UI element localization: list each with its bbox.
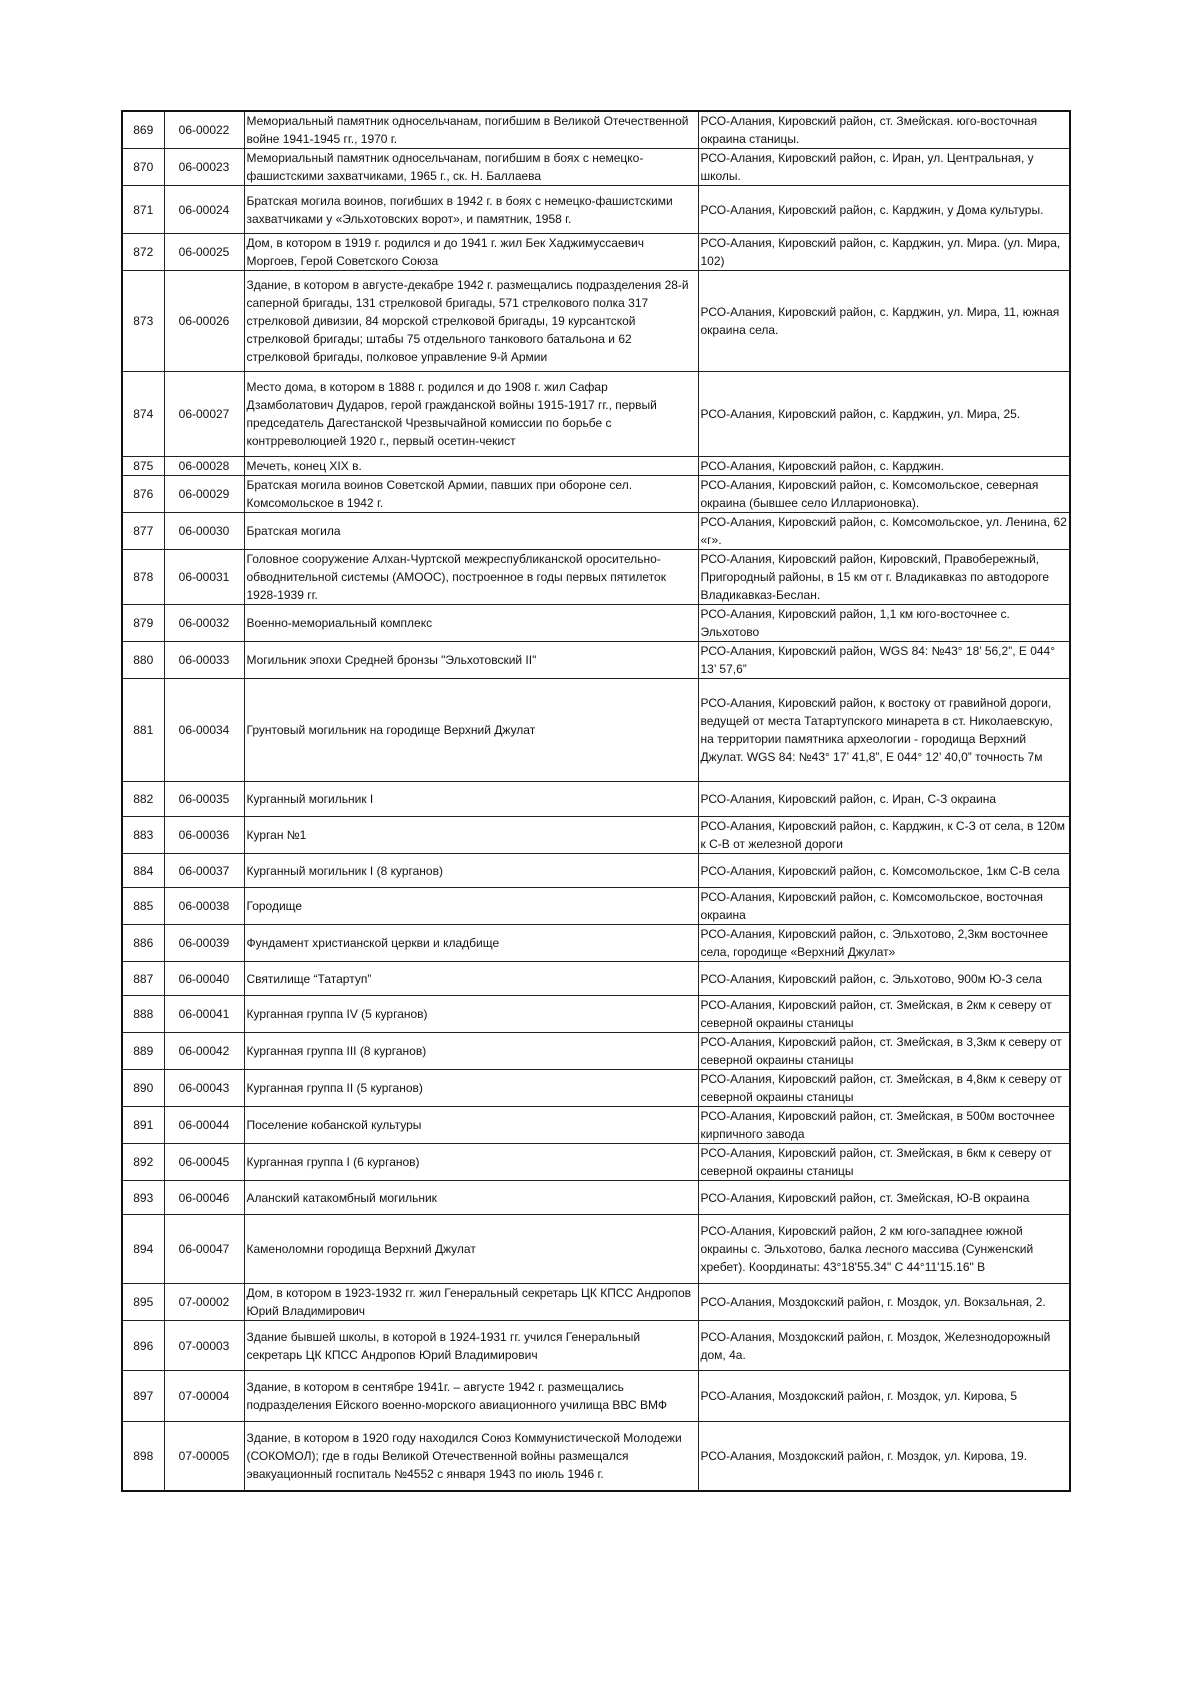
- table-row: [122, 962, 1070, 996]
- registry-table-body: [122, 111, 1070, 1491]
- object-location: РСО-Алания, Кировский район, 1,1 км юго-восточнее с. Эльхотово: [698, 605, 1070, 642]
- object-name: Курганная группа I (6 курганов): [244, 1144, 698, 1181]
- object-name: Святилище “Татартуп”: [244, 962, 698, 996]
- registry-code: 06-00039: [164, 925, 244, 962]
- object-location: РСО-Алания, Кировский район, с. Карджин, у Дома культуры.: [698, 186, 1070, 234]
- row-number: 895: [122, 1284, 164, 1321]
- object-name: Курганная группа II (5 курганов): [244, 1070, 698, 1107]
- row-number: 871: [122, 186, 164, 234]
- table-row: [122, 1033, 1070, 1070]
- table-row: [122, 854, 1070, 888]
- registry-code: 06-00028: [164, 457, 244, 476]
- object-location: РСО-Алания, Кировский район, с. Иран, С-З окраина: [698, 782, 1070, 817]
- row-number: 881: [122, 679, 164, 782]
- object-name: Мечеть, конец XIX в.: [244, 457, 698, 476]
- table-row: [122, 550, 1070, 605]
- table-row: [122, 186, 1070, 234]
- object-name: Курганная группа IV (5 курганов): [244, 996, 698, 1033]
- object-location: РСО-Алания, Кировский район, ст. Змейская, в 2км к северу от северной окраины станицы: [698, 996, 1070, 1033]
- table-row: [122, 642, 1070, 679]
- registry-code: 06-00047: [164, 1215, 244, 1284]
- object-name: Дом, в котором в 1923-1932 гг. жил Генеральный секретарь ЦК КПСС Андропов Юрий Владимирович: [244, 1284, 698, 1321]
- object-location: РСО-Алания, Кировский район, с. Карджин, ул. Мира, 11, южная окраина села.: [698, 271, 1070, 372]
- registry-code: 06-00040: [164, 962, 244, 996]
- object-name: Братская могила воинов, погибших в 1942 г. в боях с немецко-фашистскими захватчиками у «Эльхотовских ворот», и памятник, 1958 г.: [244, 186, 698, 234]
- table-row: [122, 1371, 1070, 1422]
- table-row: [122, 1215, 1070, 1284]
- object-name: Курганный могильник I (8 курганов): [244, 854, 698, 888]
- object-name: Здание, в котором в сентябре 1941г. – августе 1942 г. размещались подразделения Ейского военно-морского авиационного училища ВВС ВМФ: [244, 1371, 698, 1422]
- row-number: 872: [122, 234, 164, 271]
- registry-code: 06-00036: [164, 817, 244, 854]
- row-number: 874: [122, 372, 164, 457]
- object-name: Мемориальный памятник односельчанам, погибшим в боях с немецко-фашистскими захватчиками, 1965 г., ск. Н. Баллаева: [244, 149, 698, 186]
- row-number: 885: [122, 888, 164, 925]
- object-name: Грунтовый могильник на городище Верхний Джулат: [244, 679, 698, 782]
- object-location: РСО-Алания, Кировский район, с. Карджин, к С-З от села, в 120м к С-В от железной дороги: [698, 817, 1070, 854]
- object-location: РСО-Алания, Кировский район, с. Эльхотово, 2,3км восточнее села, городище «Верхний Джулат»: [698, 925, 1070, 962]
- table-row: [122, 513, 1070, 550]
- row-number: 882: [122, 782, 164, 817]
- row-number: 890: [122, 1070, 164, 1107]
- registry-code: 06-00035: [164, 782, 244, 817]
- registry-code: 06-00034: [164, 679, 244, 782]
- table-row: [122, 1070, 1070, 1107]
- table-row: [122, 476, 1070, 513]
- registry-code: 06-00038: [164, 888, 244, 925]
- object-name: Военно-мемориальный комплекс: [244, 605, 698, 642]
- table-row: [122, 372, 1070, 457]
- row-number: 898: [122, 1422, 164, 1491]
- registry-code: 06-00022: [164, 111, 244, 149]
- registry-code: 06-00023: [164, 149, 244, 186]
- object-name: Фундамент христианской церкви и кладбище: [244, 925, 698, 962]
- object-location: РСО-Алания, Кировский район, с. Карджин, ул. Мира, 25.: [698, 372, 1070, 457]
- registry-code: 06-00029: [164, 476, 244, 513]
- registry-code: 07-00003: [164, 1321, 244, 1371]
- row-number: 889: [122, 1033, 164, 1070]
- object-location: РСО-Алания, Кировский район, с. Карджин, ул. Мира. (ул. Мира, 102): [698, 234, 1070, 271]
- registry-code: 06-00044: [164, 1107, 244, 1144]
- object-name: Курганная группа III (8 курганов): [244, 1033, 698, 1070]
- object-location: РСО-Алания, Кировский район, с. Комсомольское, ул. Ленина, 62 «г».: [698, 513, 1070, 550]
- row-number: 888: [122, 996, 164, 1033]
- object-name: Здание, в котором в августе-декабре 1942 г. размещались подразделения 28-й саперной бригады, 131 стрелковой бригады, 571 стрелкового полка 317 стрелковой дивизии, 84 морской стрелковой бригады, 19 курсантской стрелковой бригады; штабы 75 отдельного танкового батальона и 62 стрелковой бригады, полковое управление 9-й Армии: [244, 271, 698, 372]
- table-row: [122, 1422, 1070, 1491]
- registry-code: 06-00027: [164, 372, 244, 457]
- object-name: Курган №1: [244, 817, 698, 854]
- row-number: 896: [122, 1321, 164, 1371]
- row-number: 870: [122, 149, 164, 186]
- table-row: [122, 111, 1070, 149]
- table-row: [122, 457, 1070, 476]
- table-row: [122, 817, 1070, 854]
- registry-code: 06-00024: [164, 186, 244, 234]
- row-number: 894: [122, 1215, 164, 1284]
- object-location: РСО-Алания, Кировский район, с. Иран, ул. Центральная, у школы.: [698, 149, 1070, 186]
- row-number: 887: [122, 962, 164, 996]
- object-location: РСО-Алания, Моздокский район, г. Моздок, ул. Кирова, 19.: [698, 1422, 1070, 1491]
- object-name: Поселение кобанской культуры: [244, 1107, 698, 1144]
- object-location: РСО-Алания, Кировский район, к востоку от гравийной дороги, ведущей от места Татартупского минарета в ст. Николаевскую, на территории памятника археологии - городища Верхний Джулат. WGS 84: №43° 17’ 41,8”, Е 044° 12’ 40,0” точность 7м: [698, 679, 1070, 782]
- object-name: Здание бывшей школы, в которой в 1924-1931 гг. учился Генеральный секретарь ЦК КПСС Андропов Юрий Владимирович: [244, 1321, 698, 1371]
- row-number: 878: [122, 550, 164, 605]
- object-location: РСО-Алания, Кировский район, ст. Змейская, в 4,8км к северу от северной окраины станицы: [698, 1070, 1070, 1107]
- table-row: [122, 996, 1070, 1033]
- row-number: 893: [122, 1181, 164, 1215]
- object-name: Братская могила: [244, 513, 698, 550]
- registry-code: 06-00041: [164, 996, 244, 1033]
- object-location: РСО-Алания, Кировский район, ст. Змейская. юго-восточная окраина станицы.: [698, 111, 1070, 149]
- row-number: 873: [122, 271, 164, 372]
- object-location: РСО-Алания, Кировский район, ст. Змейская, в 500м восточнее кирпичного завода: [698, 1107, 1070, 1144]
- table-row: [122, 888, 1070, 925]
- registry-code: 06-00026: [164, 271, 244, 372]
- object-location: РСО-Алания, Кировский район, ст. Змейская, в 3,3км к северу от северной окраины станицы: [698, 1033, 1070, 1070]
- row-number: 892: [122, 1144, 164, 1181]
- object-name: Курганный могильник I: [244, 782, 698, 817]
- registry-code: 07-00005: [164, 1422, 244, 1491]
- heritage-registry-table: [121, 110, 1071, 1492]
- row-number: 876: [122, 476, 164, 513]
- table-row: [122, 925, 1070, 962]
- object-location: РСО-Алания, Моздокский район, г. Моздок, ул. Вокзальная, 2.: [698, 1284, 1070, 1321]
- object-location: РСО-Алания, Моздокский район, г. Моздок, ул. Кирова, 5: [698, 1371, 1070, 1422]
- table-row: [122, 271, 1070, 372]
- object-name: Место дома, в котором в 1888 г. родился и до 1908 г. жил Сафар Дзамболатович Дударов, герой гражданской войны 1915-1917 гг., первый председатель Дагестанской Чрезвычайной комиссии по борьбе с контрреволюцией 1920 г., первый осетин-чекист: [244, 372, 698, 457]
- row-number: 884: [122, 854, 164, 888]
- table-row: [122, 1181, 1070, 1215]
- row-number: 886: [122, 925, 164, 962]
- row-number: 875: [122, 457, 164, 476]
- registry-code: 06-00043: [164, 1070, 244, 1107]
- registry-code: 06-00030: [164, 513, 244, 550]
- registry-code: 06-00033: [164, 642, 244, 679]
- object-name: Каменоломни городища Верхний Джулат: [244, 1215, 698, 1284]
- object-location: РСО-Алания, Кировский район, ст. Змейская, в 6км к северу от северной окраины станицы: [698, 1144, 1070, 1181]
- table-row: [122, 1144, 1070, 1181]
- object-name: Здание, в котором в 1920 году находился Союз Коммунистической Молодежи (СОКОМОЛ); где в годы Великой Отечественной войны размещался эвакуационный госпиталь №4552 с января 1943 по июль 1946 г.: [244, 1422, 698, 1491]
- row-number: 883: [122, 817, 164, 854]
- table-row: [122, 1321, 1070, 1371]
- registry-code: 06-00032: [164, 605, 244, 642]
- table-row: [122, 149, 1070, 186]
- object-name: Головное сооружение Алхан-Чуртской межреспубликанской оросительно-обводнительной системы (АМООС), построенное в годы первых пятилеток 1928-1939 гг.: [244, 550, 698, 605]
- object-location: РСО-Алания, Кировский район, с. Эльхотово, 900м Ю-З села: [698, 962, 1070, 996]
- object-location: РСО-Алания, Кировский район, WGS 84: №43° 18’ 56,2”, Е 044° 13’ 57,6”: [698, 642, 1070, 679]
- row-number: 897: [122, 1371, 164, 1422]
- object-name: Братская могила воинов Советской Армии, павших при обороне сел. Комсомольское в 1942 г.: [244, 476, 698, 513]
- object-location: РСО-Алания, Кировский район, 2 км юго-западнее южной окраины с. Эльхотово, балка лесного массива (Сунженский хребет). Координаты: 43°18'55.34" С 44°11'15.16" В: [698, 1215, 1070, 1284]
- object-name: Мемориальный памятник односельчанам, погибшим в Великой Отечественной войне 1941-1945 гг., 1970 г.: [244, 111, 698, 149]
- registry-code: 06-00037: [164, 854, 244, 888]
- object-location: РСО-Алания, Кировский район, с. Комсомольское, восточная окраина: [698, 888, 1070, 925]
- row-number: 891: [122, 1107, 164, 1144]
- table-row: [122, 1284, 1070, 1321]
- object-location: РСО-Алания, Моздокский район, г. Моздок, Железнодорожный дом, 4а.: [698, 1321, 1070, 1371]
- row-number: 879: [122, 605, 164, 642]
- object-location: РСО-Алания, Кировский район, ст. Змейская, Ю-В окраина: [698, 1181, 1070, 1215]
- registry-code: 06-00045: [164, 1144, 244, 1181]
- registry-code: 06-00042: [164, 1033, 244, 1070]
- registry-code: 06-00025: [164, 234, 244, 271]
- object-name: Дом, в котором в 1919 г. родился и до 1941 г. жил Бек Хаджимуссаевич Моргоев, Герой Советского Союза: [244, 234, 698, 271]
- table-row: [122, 782, 1070, 817]
- registry-code: 06-00031: [164, 550, 244, 605]
- row-number: 869: [122, 111, 164, 149]
- object-location: РСО-Алания, Кировский район, с. Карджин.: [698, 457, 1070, 476]
- table-row: [122, 1107, 1070, 1144]
- object-name: Городище: [244, 888, 698, 925]
- table-row: [122, 234, 1070, 271]
- registry-code: 07-00002: [164, 1284, 244, 1321]
- object-name: Могильник эпохи Средней бронзы "Эльхотовский II": [244, 642, 698, 679]
- object-location: РСО-Алания, Кировский район, Кировский, Правобережный, Пригородный районы, в 15 км от г. Владикавказ по автодороге Владикавказ-Беслан.: [698, 550, 1070, 605]
- row-number: 877: [122, 513, 164, 550]
- registry-code: 07-00004: [164, 1371, 244, 1422]
- object-location: РСО-Алания, Кировский район, с. Комсомольское, 1км С-В села: [698, 854, 1070, 888]
- object-name: Аланский катакомбный могильник: [244, 1181, 698, 1215]
- row-number: 880: [122, 642, 164, 679]
- object-location: РСО-Алания, Кировский район, с. Комсомольское, северная окраина (бывшее село Илларионовка).: [698, 476, 1070, 513]
- table-row: [122, 605, 1070, 642]
- registry-code: 06-00046: [164, 1181, 244, 1215]
- table-row: [122, 679, 1070, 782]
